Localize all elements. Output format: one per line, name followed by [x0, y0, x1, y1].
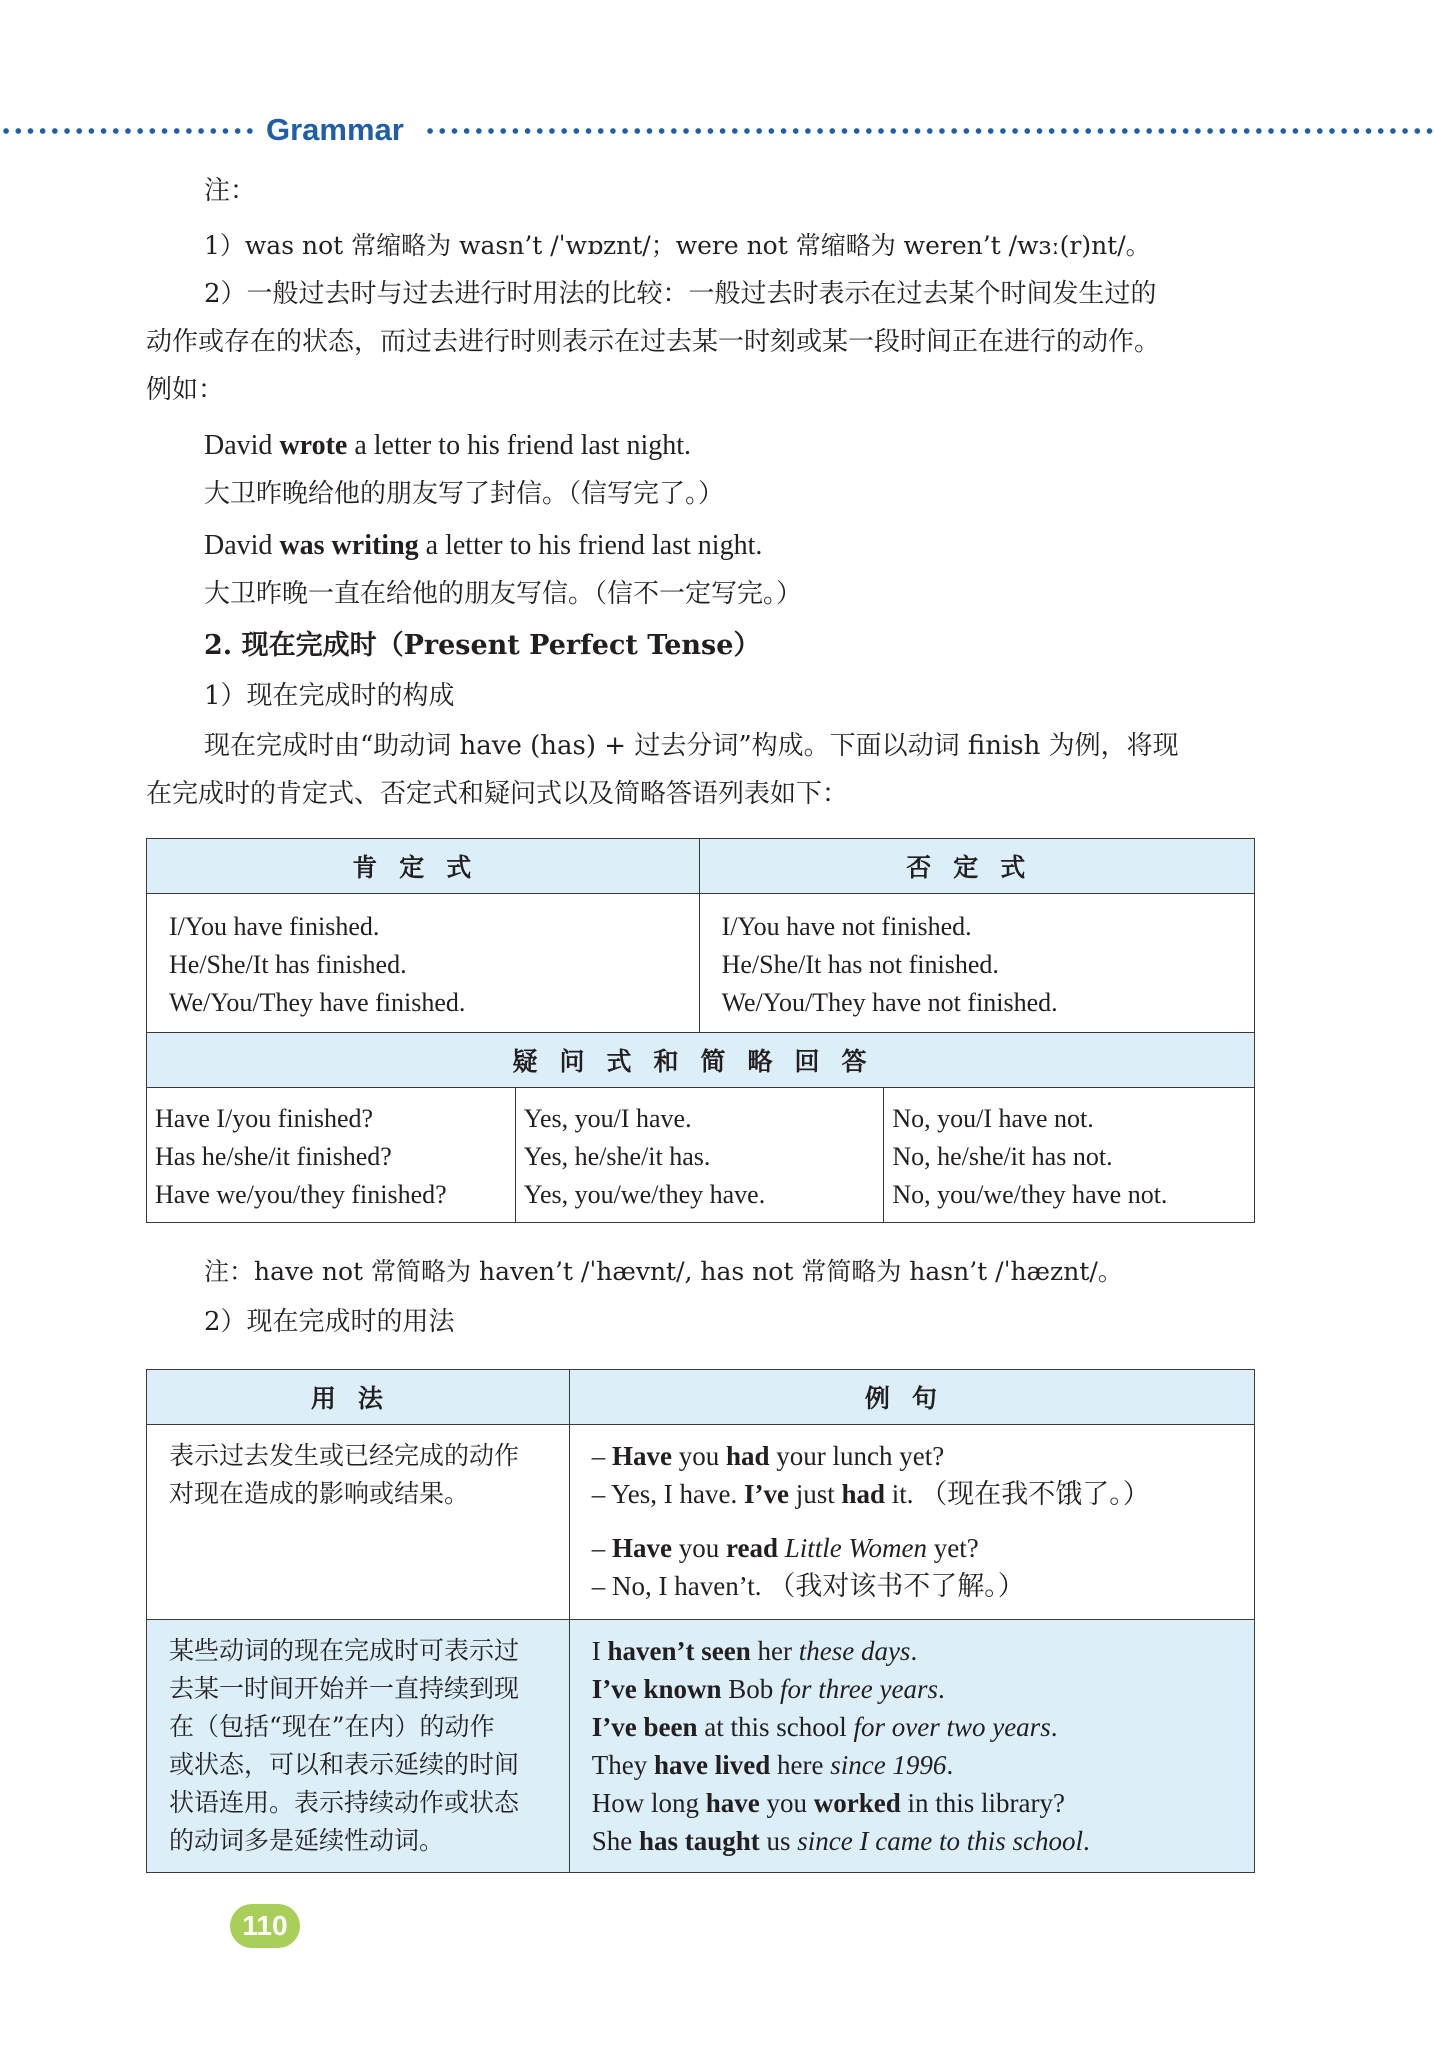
- usage-line: 在（包括“现在”在内）的动作: [169, 1712, 495, 1741]
- usage-line: 表示过去发生或已经完成的动作: [169, 1441, 520, 1470]
- note-1: 1）was not 常缩略为 wasn’t /ˈwɒznt/；were not 常缩略为 weren’t /wɜː(r)nt/。: [204, 231, 1151, 260]
- example-line: – No, I haven’t. （我对该书不了解。）: [591, 1571, 1025, 1601]
- yes-answer-line: Yes, he/she/it has.: [523, 1142, 711, 1171]
- note-2-line-1: 2）一般过去时与过去进行时用法的比较：一般过去时表示在过去某个时间发生过的: [204, 279, 1157, 309]
- affirmative-line: I/You have finished.: [169, 912, 380, 941]
- header-title: Grammar: [266, 112, 404, 147]
- usage-line: 某些动词的现在完成时可表示过: [169, 1636, 520, 1665]
- affirmative-cell: [147, 894, 700, 1033]
- example-line: She has taught us since I came to this school.: [591, 1826, 1090, 1856]
- page-number: 110: [230, 1904, 300, 1948]
- usage-header: 用法: [147, 1370, 570, 1425]
- example-line: I’ve been at this school for over two years.: [591, 1712, 1058, 1742]
- example-line: – Have you had your lunch yet?: [591, 1441, 945, 1471]
- example-line: I’ve known Bob for three years.: [591, 1674, 945, 1704]
- example-line: They have lived here since 1996.: [591, 1750, 954, 1780]
- question-header: 疑问式和简略回答: [147, 1033, 1255, 1088]
- example-line: – Yes, I have. I’ve just had it. （现在我不饿了。）: [591, 1479, 1150, 1509]
- usage-line: 对现在造成的影响或结果。: [169, 1479, 470, 1508]
- negative-cell: [699, 894, 1254, 1033]
- conjugation-table: [146, 838, 1255, 1223]
- usage-line: 或状态，可以和表示延续的时间: [169, 1750, 520, 1779]
- header-dots-left: [0, 127, 256, 135]
- section-2-sub-1: 1）现在完成时的构成: [204, 681, 455, 711]
- section-2-heading: 2. 现在完成时（Present Perfect Tense）: [204, 630, 761, 661]
- usage-row-1: [147, 1425, 570, 1620]
- no-answer-line: No, he/she/it has not.: [892, 1142, 1113, 1171]
- header-dots-right: [424, 127, 1434, 135]
- example-header: 例句: [569, 1370, 1254, 1425]
- example-2: David was writing a letter to his friend last night.: [204, 530, 763, 561]
- example-line: How long have you worked in this library?: [591, 1788, 1065, 1818]
- example-1: David wrote a letter to his friend last night.: [204, 430, 692, 461]
- usage-table: [146, 1369, 1255, 1873]
- section-2-para-line-2: 在完成时的肯定式、否定式和疑问式以及简略答语列表如下：: [146, 779, 849, 809]
- example-row-1: [569, 1425, 1254, 1620]
- note-2-line-3: 例如：: [146, 375, 225, 405]
- usage-row-2: [147, 1620, 570, 1873]
- questions-cell: [147, 1088, 516, 1223]
- note-2-line-2: 动作或存在的状态，而过去进行时则表示在过去某一时刻或某一段时间正在进行的动作。: [146, 327, 1161, 357]
- yes-answers-cell: [515, 1088, 884, 1223]
- note-after-table: 注：have not 常简略为 haven’t /ˈhævnt/, has not 常简略为 hasn’t /ˈhæznt/。: [204, 1257, 1123, 1286]
- yes-answer-line: Yes, you/we/they have.: [523, 1180, 766, 1209]
- example-2-translation: 大卫昨晚一直在给他的朋友写信。（信不一定写完。）: [204, 579, 803, 609]
- example-line: – Have you read Little Women yet?: [591, 1533, 979, 1563]
- no-answers-cell: [884, 1088, 1255, 1223]
- negative-line: We/You/They have not finished.: [721, 988, 1058, 1017]
- section-2-sub-2: 2）现在完成时的用法: [204, 1307, 455, 1337]
- affirmative-line: We/You/They have finished.: [169, 988, 466, 1017]
- no-answer-line: No, you/we/they have not.: [892, 1180, 1168, 1209]
- negative-line: I/You have not finished.: [721, 912, 972, 941]
- negative-header: 否定式: [699, 839, 1254, 894]
- no-answer-line: No, you/I have not.: [892, 1104, 1094, 1133]
- question-line: Has he/she/it finished?: [155, 1142, 392, 1171]
- affirmative-line: He/She/It has finished.: [169, 950, 407, 979]
- example-row-2: [569, 1620, 1254, 1873]
- affirmative-header: 肯定式: [147, 839, 700, 894]
- page-header: [0, 108, 1434, 152]
- note-label: 注：: [204, 176, 257, 206]
- negative-line: He/She/It has not finished.: [721, 950, 999, 979]
- yes-answer-line: Yes, you/I have.: [523, 1104, 692, 1133]
- question-line: Have we/you/they finished?: [155, 1180, 447, 1209]
- example-1-translation: 大卫昨晚给他的朋友写了封信。（信写完了。）: [204, 479, 725, 509]
- section-2-para-line-1: 现在完成时由“助动词 have (has) + 过去分词”构成。下面以动词 finish 为例，将现: [204, 731, 1179, 761]
- usage-line: 去某一时间开始并一直持续到现: [169, 1674, 520, 1703]
- usage-line: 的动词多是延续性动词。: [169, 1826, 445, 1855]
- question-line: Have I/you finished?: [155, 1104, 374, 1133]
- example-line: I haven’t seen her these days.: [591, 1636, 918, 1666]
- usage-line: 状语连用。表示持续动作或状态: [169, 1788, 520, 1817]
